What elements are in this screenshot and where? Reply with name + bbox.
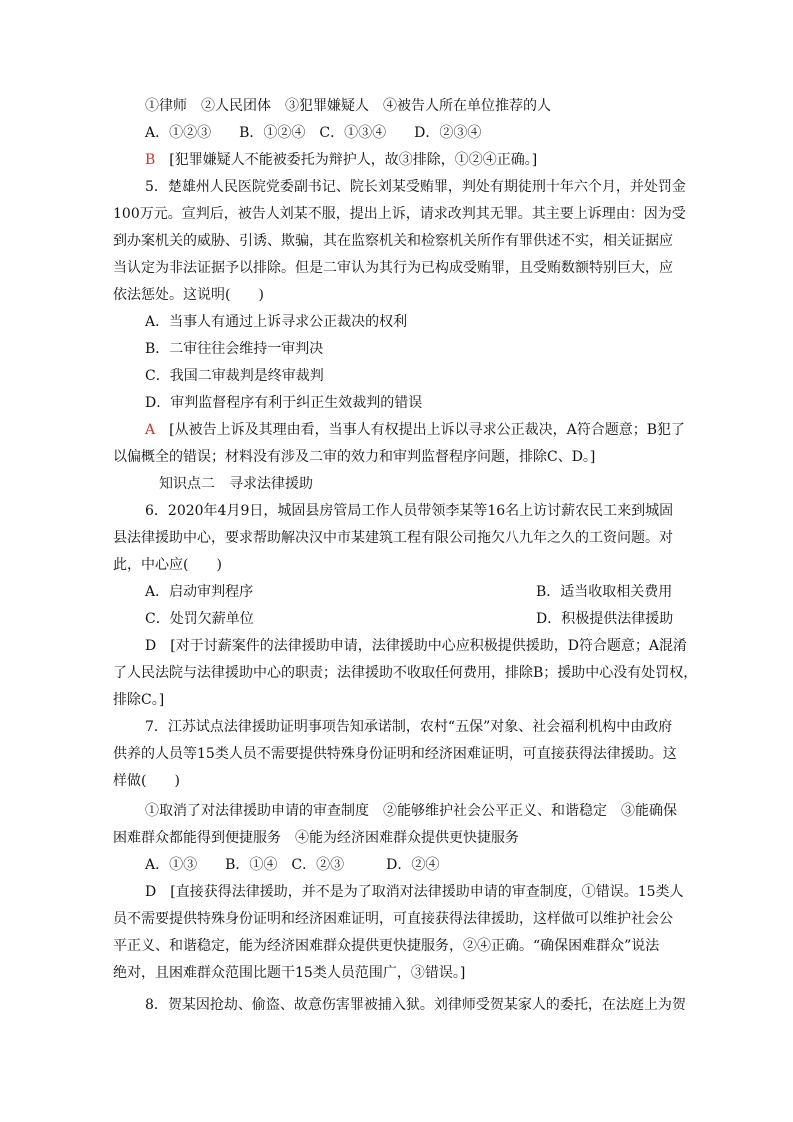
text-line: 以偏概全的错误；材料没有涉及二审的效力和审判监督程序问题，排除C、D。]: [113, 449, 596, 465]
text-line: 100万元。宣判后，被告人刘某不服，提出上诉，请求改判其无罪。其主要上诉理由：因为受: [113, 206, 686, 222]
option-b: B．二审往往会维持一审判决: [145, 341, 324, 357]
option-a: A．启动审判程序: [145, 584, 254, 600]
text-line: 排除C。]: [113, 692, 165, 708]
question-7-stem: 7．江苏试点法律援助证明事项告知承诺制，农村“五保”对象、社会福利机构中由政府: [145, 719, 673, 735]
question-6-stem: 6．2020年4月9日，城固县房管局工作人员带领李某等16名上访讨薪农民工来到城固: [145, 503, 674, 519]
text-line: 平正义、和谐稳定，能为经济困难群众提供更快捷服务，②④正确。“确保困难群众”说法: [113, 938, 660, 954]
answer-options: A．①②③ B．①②④ C．①③④ D．②③④: [145, 125, 482, 141]
section-heading: 知识点二 寻求法律援助: [159, 476, 313, 492]
question-8-stem: 8．贺某因抢劫、偷盗、故意伤害罪被捕入狱。刘律师受贺某家人的委托，在法庭上为贺: [145, 997, 686, 1013]
text-line: 绝对，且困难群众范围比题干15类人员范围广，③错误。]: [113, 965, 466, 981]
answer-explanation: [145, 421, 685, 439]
option-a: A．当事人有通过上诉寻求公正裁决的权利: [145, 314, 408, 330]
options-row: [145, 610, 685, 628]
text-line: 员不需要提供特殊身份证明和经济困难证明，可直接获得法律援助，这样做可以维护社会公: [113, 911, 673, 927]
answer-explanation: [145, 151, 685, 169]
explanation-text: [犯罪嫌疑人不能被委托为辩护人，故③排除，①②④正确。]: [155, 152, 538, 168]
text-line: ①律师 ②人民团体 ③犯罪嫌疑人 ④被告人所在单位推荐的人: [145, 98, 551, 114]
text-line: 县法律援助中心，要求帮助解决汉中市某建筑工程有限公司拖欠八九年之久的工资问题。对: [113, 530, 673, 546]
answer-explanation: [145, 637, 688, 655]
answer-letter: D: [145, 638, 157, 654]
options-row: [145, 583, 685, 601]
text-line: 样做( ): [113, 773, 180, 789]
answer-letter: A: [145, 422, 156, 438]
option-d: D．积极提供法律援助: [536, 611, 674, 627]
option-b: B．适当收取相关费用: [536, 584, 673, 600]
answer-explanation: [145, 883, 685, 901]
explanation-text: [从被告上诉及其理由看，当事人有权提出上诉以寻求公正裁决，A符合题意；B犯了: [155, 422, 685, 438]
text-line: 了人民法院与法律援助中心的职责；法律援助不收取任何费用，排除B；援助中心没有处罚权，: [113, 665, 698, 681]
statements: ①取消了对法律援助申请的审查制度 ②能够维护社会公平正义、和谐稳定 ③能确保: [145, 803, 677, 819]
question-5-stem: 5．楚雄州人民医院党委副书记、院长刘某受贿罪，判处有期徒刑十年六个月，并处罚金: [145, 179, 686, 195]
text-line: 依法惩处。这说明( ): [113, 287, 264, 303]
explanation-text: [对于讨薪案件的法律援助申请，法律援助中心应积极提供援助，D符合题意；A混淆: [156, 638, 688, 654]
answer-letter: D: [145, 884, 157, 900]
text-line: 到办案机关的威胁、引诱、欺骗，其在监察机关和检察机关所作有罪供述不实，相关证据应: [113, 233, 673, 249]
text-line: 此，中心应( ): [113, 557, 222, 573]
text-line: 供养的人员等15类人员不需要提供特殊身份证明和经济困难证明，可直接获得法律援助。这: [113, 746, 677, 762]
explanation-text: [直接获得法律援助，并不是为了取消对法律援助申请的审查制度，①错误。15类人: [156, 884, 684, 900]
answer-options: A．①③ B．①④ C．②③ D．②④: [145, 857, 440, 873]
text-line: 困难群众都能得到便捷服务 ④能为经济困难群众提供更快捷服务: [113, 830, 519, 846]
option-c: C．我国二审裁判是终审裁判: [145, 368, 324, 384]
option-c: C．处罚欠薪单位: [145, 611, 254, 627]
text-line: 当认定为非法证据予以排除。但是二审认为其行为已构成受贿罪，且受贿数额特别巨大，应: [113, 260, 673, 276]
option-d: D．审判监督程序有利于纠正生效裁判的错误: [145, 395, 423, 411]
answer-letter: B: [145, 152, 156, 168]
